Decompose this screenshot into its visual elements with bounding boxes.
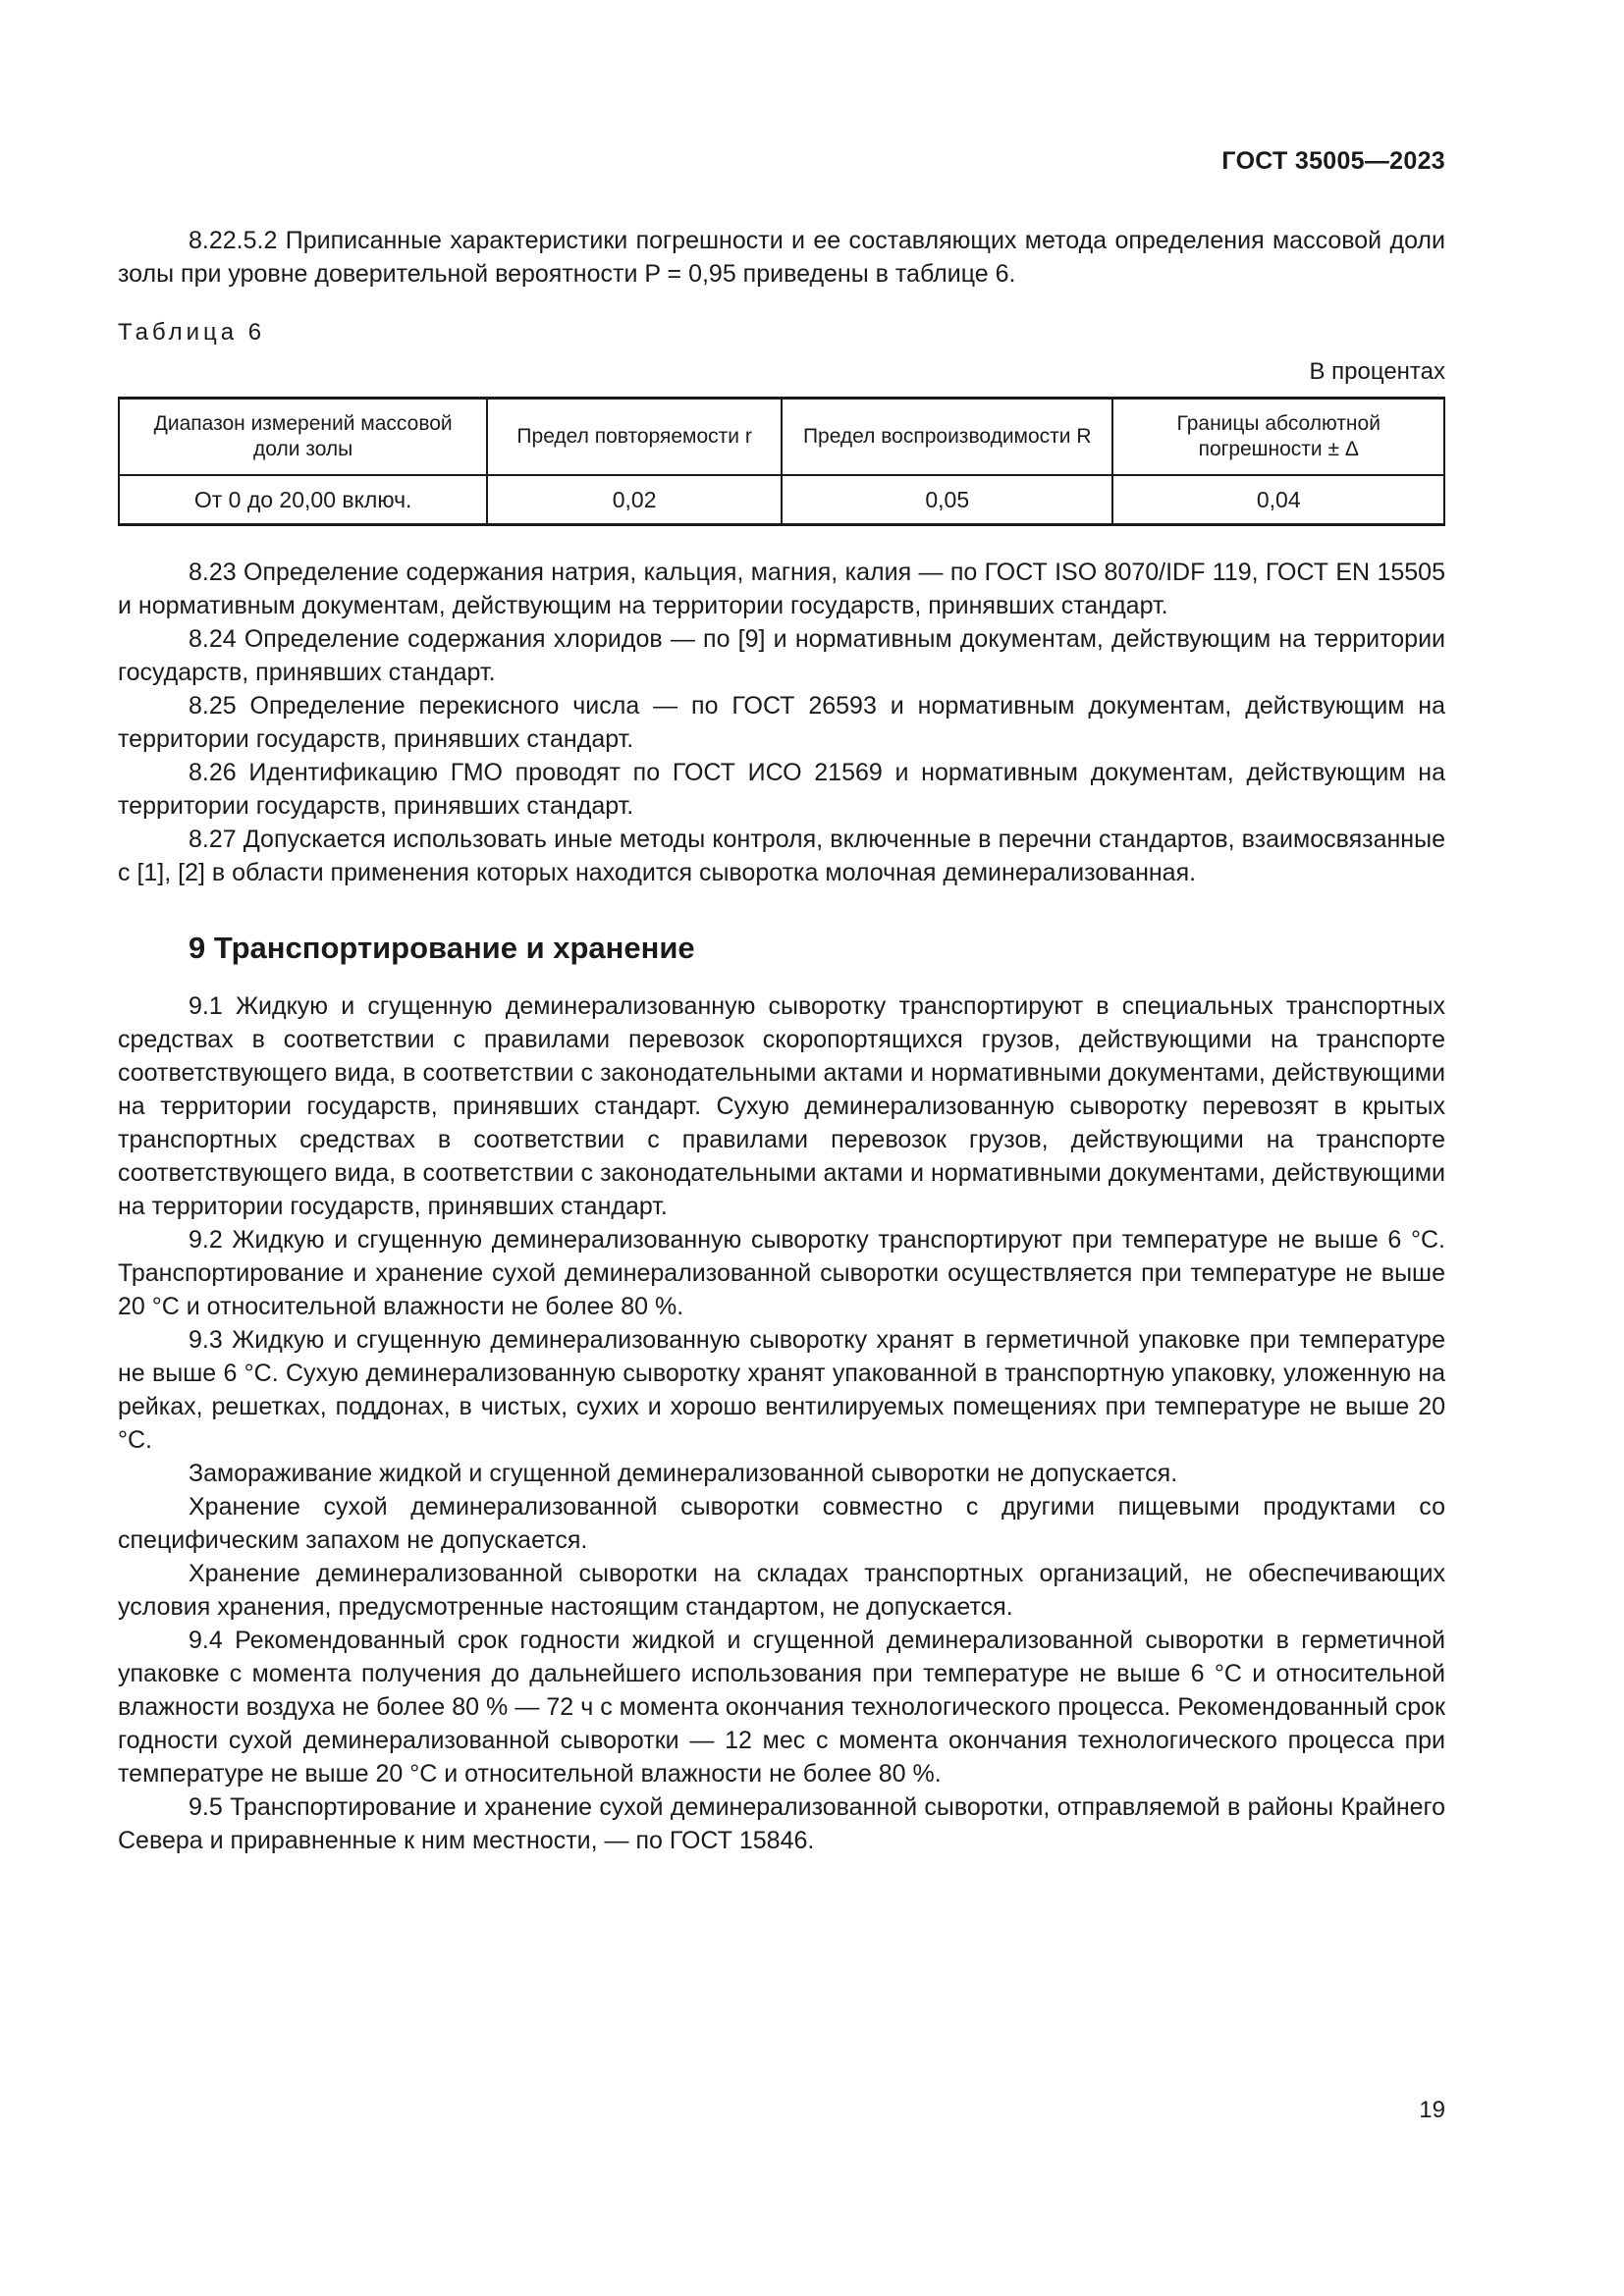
table-caption: Таблица 6 [118,319,266,346]
paragraph-9-5: 9.5 Транспортирование и хранение сухой деминерализованной сыворотки, отправляемой в районы Крайнего Севера и приравненные к ним местности, — по ГОСТ 15846. [118,1793,1445,1854]
paragraph-8-27: 8.27 Допускается использовать иные методы контроля, включенные в перечни стандартов, взаимосвязанные с [1], [2] в области применения которых находится сыворотка молочная деминерализованная. [118,826,1445,886]
paragraph-storage-with-food: Хранение сухой деминерализованной сыворотки совместно с другими пищевыми продуктами со специфическим запахом не допускается. [118,1493,1445,1554]
document-id-header: ГОСТ 35005—2023 [1221,147,1445,175]
intro-paragraph: 8.22.5.2 Приписанные характеристики погрешности и ее составляющих метода определения массовой доли золы при уровне доверительной вероятности P = 0,95 приведены в таблице 6. [118,227,1445,288]
table-cell: От 0 до 20,00 включ. [119,475,487,525]
table-header-cell: Диапазон измерений массовой доли золы [119,399,487,476]
paragraph-8-23: 8.23 Определение содержания натрия, кальция, магния, калия — по ГОСТ ISO 8070/IDF 119, ГОСТ EN 15505 и нормативным документам, действующим на территории государств, принявших стандарт. [118,559,1445,619]
table-cell: 0,05 [782,475,1113,525]
paragraph-9-3: 9.3 Жидкую и сгущенную деминерализованную сыворотку хранят в герметичной упаковке при температуре не выше 6 °С. Сухую деминерализованную сыворотку хранят упакованной в транспортную упаковку, уложенную на рейках, решетках, поддонах, в чистых, сухих и хорошо вентилируемых помещениях при температуре не выше 20 °С. [118,1326,1445,1454]
page-content [118,224,1445,1857]
paragraph-8-26: 8.26 Идентификацию ГМО проводят по ГОСТ ИСО 21569 и нормативным документам, действующим на территории государств, принявших стандарт. [118,759,1445,820]
table-header-cell: Предел воспроизводимости R [782,399,1113,476]
table-units: В процентах [1309,358,1445,385]
paragraph-9-2: 9.2 Жидкую и сгущенную деминерализованную сыворотку транспортируют при температуре не выше 6 °С. Транспортирование и хранение сухой деминерализованной сыворотки осуществляется при температуре не выше 20 °С и относительной влажности не более 80 %. [118,1226,1445,1320]
table-header-cell: Предел повторяемости r [487,399,782,476]
paragraph-8-25: 8.25 Определение перекисного числа — по ГОСТ 26593 и нормативным документам, действующим на территории государств, принявших стандарт. [118,692,1445,753]
paragraph-9-4: 9.4 Рекомендованный срок годности жидкой и сгущенной деминерализованной сыворотки в герметичной упаковке с момента получения до дальнейшего использования при температуре не выше 6 °С и относительной влажности воздуха не более 80 % — 72 ч с момента окончания технологического процесса. Рекомендованный срок годности сухой деминерализованной сыворотки — 12 мес с момента окончания технологического процесса при температуре не выше 20 °С и относительной влажности не более 80 %. [118,1627,1445,1788]
section-9-heading: 9 Транспортирование и хранение [189,931,695,965]
paragraph-8-24: 8.24 Определение содержания хлоридов — по [9] и нормативным документам, действующим на территории государств, принявших стандарт. [118,625,1445,686]
paragraph-warehouse-storage: Хранение деминерализованной сыворотки на складах транспортных организаций, не обеспечивающих условия хранения, предусмотренные настоящим стандартом, не допускается. [118,1560,1445,1621]
table-cell: 0,02 [487,475,782,525]
page-number: 19 [1419,2097,1445,2123]
table-row [119,475,1444,525]
table-6 [118,397,1445,526]
table-cell: 0,04 [1112,475,1444,525]
table-header-row [119,399,1444,476]
paragraph-freezing: Замораживание жидкой и сгущенной деминерализованной сыворотки не допускается. [189,1460,1178,1487]
paragraph-9-1: 9.1 Жидкую и сгущенную деминерализованную сыворотку транспортируют в специальных транспортных средствах в соответствии с правилами перевозок скоропортящихся грузов, действующими на транспорте соответствующего вида, в соответствии с законодательными актами и нормативными документами, действующими на территории государств, принявших стандарт. Сухую деминерализованную сыворотку перевозят в крытых транспортных средствах в соответствии с правилами перевозок грузов, действующими на транспорте соответствующего вида, в соответствии с законодательными актами и нормативными документами, действующими на территории государств, принявших стандарт. [118,992,1445,1220]
table-header-cell: Границы абсолютной погрешности ± Δ [1112,399,1444,476]
